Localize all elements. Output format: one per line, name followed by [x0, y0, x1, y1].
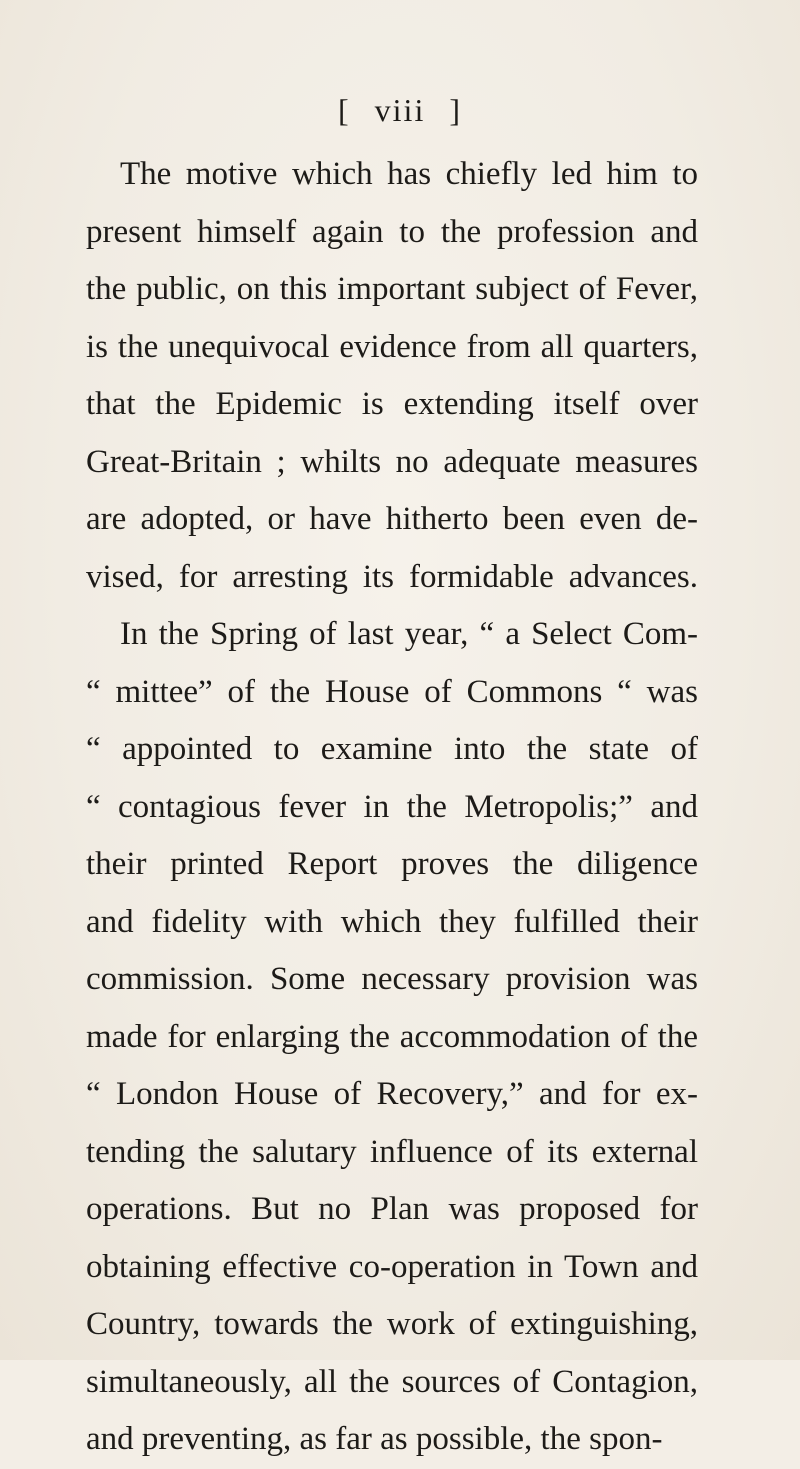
text-line: operations. But no Plan was proposed for	[86, 1191, 698, 1227]
body-text	[86, 146, 698, 1469]
text-line: obtaining effective co-operation in Town and	[86, 1248, 698, 1285]
text-line: and fidelity with which they fulfilled their	[86, 903, 698, 940]
text-line: is the unequivocal evidence from all quarters,	[86, 328, 698, 365]
text-line: In the Spring of last year, “ a Select Com-	[120, 616, 698, 652]
text-line: The motive which has chiefly led him to	[120, 156, 698, 192]
text-line: that the Epidemic is extending itself over	[86, 386, 698, 422]
text-line: “ London House of Recovery,” and for ex-	[86, 1076, 698, 1112]
text-line: vised, for arresting its formidable advances.	[86, 558, 698, 595]
text-line: and preventing, as far as possible, the spon-	[86, 1421, 663, 1457]
text-line: their printed Report proves the diligence	[86, 846, 698, 882]
text-line: are adopted, or have hitherto been even de-	[86, 501, 698, 537]
text-line: commission. Some necessary provision was	[86, 961, 698, 997]
text-line: Country, towards the work of extinguishing,	[86, 1306, 698, 1342]
text-line: simultaneously, all the sources of Contagion,	[86, 1363, 698, 1400]
text-line: “ contagious fever in the Metropolis;” and	[86, 788, 698, 825]
text-line: Great-Britain ; whilts no adequate measures	[86, 443, 698, 480]
text-line: tending the salutary influence of its external	[86, 1133, 698, 1170]
text-line: “ appointed to examine into the state of	[86, 731, 698, 767]
text-line: present himself again to the profession and	[86, 213, 698, 250]
text-line: “ mittee” of the House of Commons “ was	[86, 673, 698, 710]
text-line: made for enlarging the accommodation of the	[86, 1018, 698, 1055]
page-number: [ viii ]	[338, 92, 462, 128]
text-line: the public, on this important subject of Fever,	[86, 271, 698, 307]
